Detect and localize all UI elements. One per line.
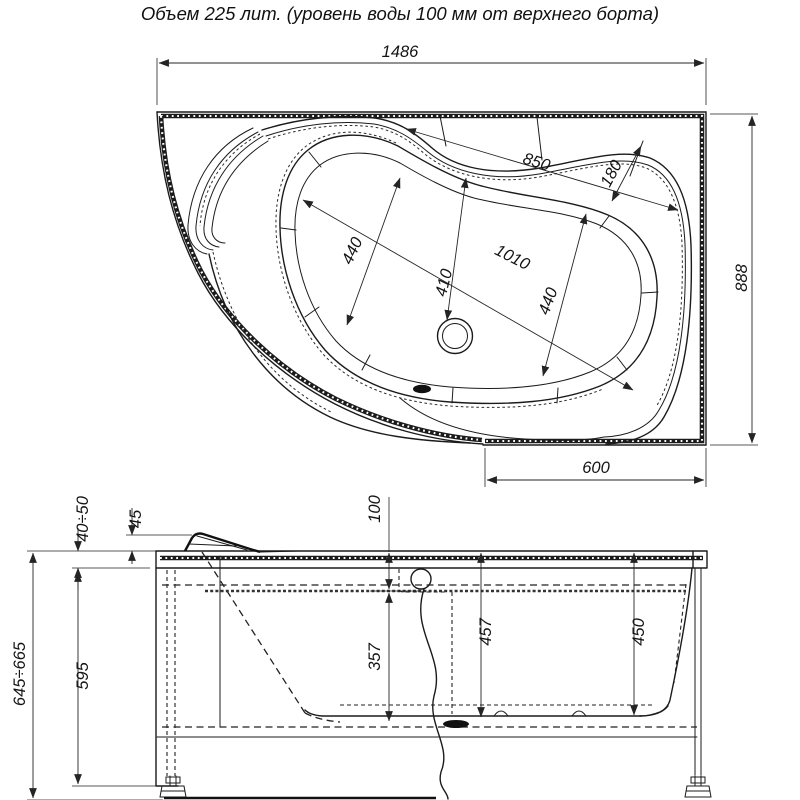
- dim-bowl-width-head: [338, 178, 400, 325]
- dim-label-410: 410: [432, 267, 457, 299]
- side-view: [11, 494, 711, 800]
- dim-overall-width: [157, 43, 706, 105]
- dim-label-645-665: 645÷665: [11, 641, 29, 707]
- drain-fitting: [443, 720, 469, 728]
- dim-bowl-width-foot: [535, 214, 586, 376]
- dim-rim-drop: [74, 495, 92, 590]
- drain-icon: [413, 319, 473, 394]
- dim-label-600: 600: [582, 459, 610, 477]
- dim-label-457: 457: [477, 618, 495, 646]
- dim-corner-edge: [485, 448, 706, 487]
- dim-label-180: 180: [597, 157, 626, 191]
- dim-label-595: 595: [74, 662, 92, 690]
- headrest: [185, 534, 300, 553]
- dim-label-45: 45: [127, 509, 145, 529]
- dim-label-440-head: 440: [338, 234, 367, 268]
- dim-depth-foot: [630, 553, 648, 715]
- dim-overall-depth: [710, 114, 758, 445]
- dim-headrest-height: [127, 508, 145, 564]
- top-view: [157, 43, 758, 487]
- dim-label-40-50: 40÷50: [74, 496, 92, 542]
- tub-outer-boundary: [157, 112, 706, 445]
- tub-bottom: [305, 706, 668, 716]
- adjustable-foot-right: [685, 776, 711, 797]
- drawing-title: Объем 225 лит. (уровень воды 100 мм от верхнего борта): [140, 3, 660, 24]
- dim-total-height: [11, 553, 33, 798]
- dim-water-chain: [366, 494, 389, 721]
- dim-label-450: 450: [630, 618, 648, 646]
- dim-apron-height: [74, 572, 92, 784]
- dim-label-440-foot: 440: [535, 285, 562, 318]
- dim-drain-offset: [432, 178, 466, 320]
- dim-label-888: 888: [733, 264, 751, 292]
- dim-label-100: 100: [366, 495, 384, 523]
- armrest-arcs: [188, 128, 268, 254]
- dim-label-1010: 1010: [491, 241, 533, 274]
- bowl-back-slope: [202, 552, 305, 713]
- dim-label-1486: 1486: [381, 43, 419, 61]
- dim-depth-overflow: [477, 553, 495, 717]
- left-rim-inner-curve: [209, 254, 470, 443]
- dim-label-357: 357: [366, 643, 384, 671]
- bowl-inner-rim: [295, 153, 641, 388]
- adjustable-foot-left: [160, 776, 186, 797]
- dim-label-850: 850: [520, 149, 553, 175]
- overflow-and-hose: [399, 569, 448, 799]
- drain-hose: [421, 589, 448, 799]
- dim-bowl-length: [303, 200, 633, 390]
